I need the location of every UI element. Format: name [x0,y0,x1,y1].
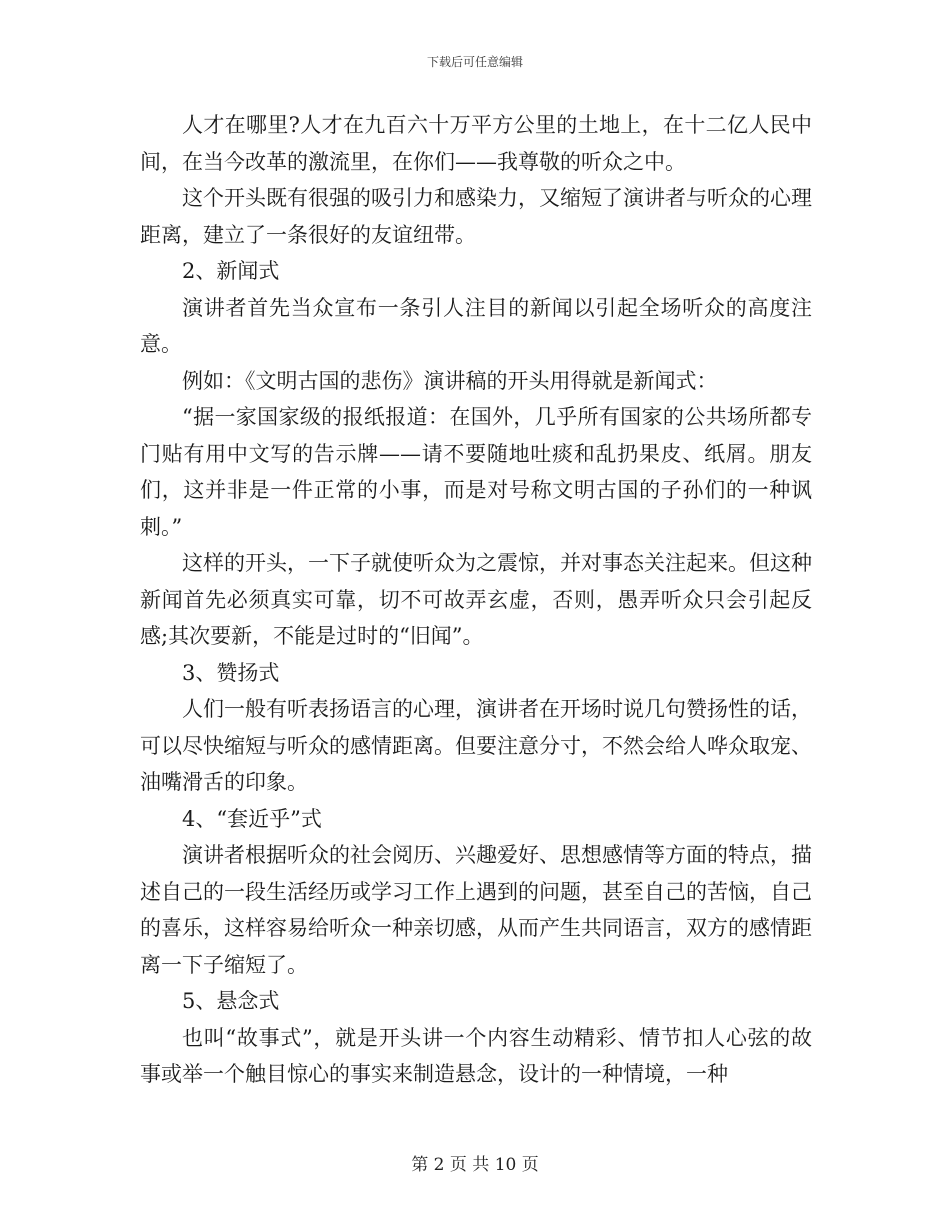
paragraph: 例如：《文明古国的悲伤》演讲稿的开头用得就是新闻式： [182,368,718,393]
section-heading-rapport: 4、“套近乎”式 [182,806,322,831]
page-header: 下载后可任意编辑 [426,55,523,69]
paragraph: 也叫“故事式”，就是开头讲一个内容生动精彩、情节扣人心弦的故事或举一个触目惊心的事实来制造悬念，设计的一种情境，一种 [140,1025,812,1086]
section-heading-praise: 3、赞扬式 [182,660,280,685]
paragraph: 演讲者首先当众宣布一条引人注目的新闻以引起全场听众的高度注意。 [140,295,812,356]
paragraph: 演讲者根据听众的社会阅历、兴趣爱好、思想感情等方面的特点，描述自己的一段生活经历或学习工作上遇到的问题，甚至自己的苦恼，自己的喜乐，这样容易给听众一种亲切感，从而产生共同语言，双方的感情距离一下子缩短了。 [140,843,812,977]
quote-paragraph: “据一家国家级的报纸报道：在国外，几乎所有国家的公共场所都专门贴有用中文写的告示牌——请不要随地吐痰和乱扔果皮、纸屑。朋友们，这并非是一件正常的小事，而是对号称文明古国的子孙们的一种讽刺。” [140,405,812,539]
paragraph: 人才在哪里?人才在九百六十万平方公里的土地上，在十二亿人民中间，在当今改革的激流里，在你们——我尊敬的听众之中。 [140,113,812,174]
paragraph: 这样的开头，一下子就使听众为之震惊，并对事态关注起来。但这种新闻首先必须真实可靠，切不可故弄玄虚，否则，愚弄听众只会引起反感;其次要新，不能是过时的“旧闻”。 [140,551,812,648]
page-number-footer: 第 2 页 共 10 页 [411,1155,539,1175]
section-heading-suspense: 5、悬念式 [182,989,280,1013]
paragraph: 这个开头既有很强的吸引力和感染力，又缩短了演讲者与听众的心理距离，建立了一条很好的友谊纽带。 [140,186,812,247]
paragraph: 人们一般有听表扬语言的心理，演讲者在开场时说几句赞扬性的话，可以尽快缩短与听众的感情距离。但要注意分寸，不然会给人哗众取宠、油嘴滑舌的印象。 [140,697,812,794]
document-body [140,107,812,1093]
section-heading-news: 2、新闻式 [182,259,280,283]
